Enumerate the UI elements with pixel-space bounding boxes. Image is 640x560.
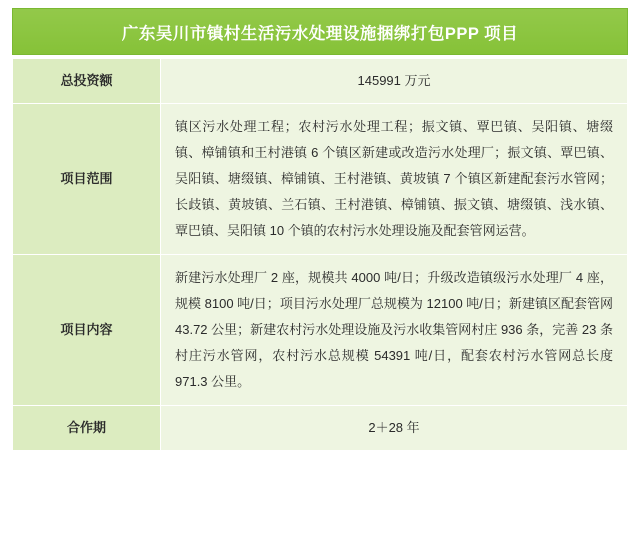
document-title: 广东吴川市镇村生活污水处理设施捆绑打包PPP 项目 bbox=[12, 8, 628, 55]
row-value-project-scope: 镇区污水处理工程；农村污水处理工程；振文镇、覃巴镇、吴阳镇、塘缀镇、樟铺镇和王村港镇 6 个镇区新建或改造污水处理厂；振文镇、覃巴镇、吴阳镇、塘缀镇、樟铺镇、王村港镇、黄坡镇 7 个镇区新建配套污水管网；长歧镇、黄坡镇、兰石镇、王村港镇、樟铺镇、振文镇、塘缀镇、浅水镇、覃巴镇、吴阳镇 10 个镇的农村污水处理设施及配套管网运营。 bbox=[161, 104, 628, 255]
row-value-cooperation-period: 2＋28 年 bbox=[161, 406, 628, 451]
row-value-project-content: 新建污水处理厂 2 座，规模共 4000 吨/日；升级改造镇级污水处理厂 4 座，规模 8100 吨/日；项目污水处理厂总规模为 12100 吨/日；新建镇区配套管网 43.72 公里；新建农村污水处理设施及污水收集管网村庄 936 条，完善 23 条村庄污水管网，农村污水总规模 54391 吨/日，配套农村污水管网总长度 971.3 公里。 bbox=[161, 255, 628, 406]
row-label-total-investment: 总投资额 bbox=[13, 59, 161, 104]
table-row bbox=[13, 59, 628, 104]
table-row bbox=[13, 255, 628, 406]
table-row bbox=[13, 104, 628, 255]
row-label-cooperation-period: 合作期 bbox=[13, 406, 161, 451]
project-spec-table bbox=[12, 58, 628, 451]
project-info-document bbox=[12, 8, 628, 451]
row-label-project-scope: 项目范围 bbox=[13, 104, 161, 255]
table-row bbox=[13, 406, 628, 451]
row-label-project-content: 项目内容 bbox=[13, 255, 161, 406]
row-value-total-investment: 145991 万元 bbox=[161, 59, 628, 104]
